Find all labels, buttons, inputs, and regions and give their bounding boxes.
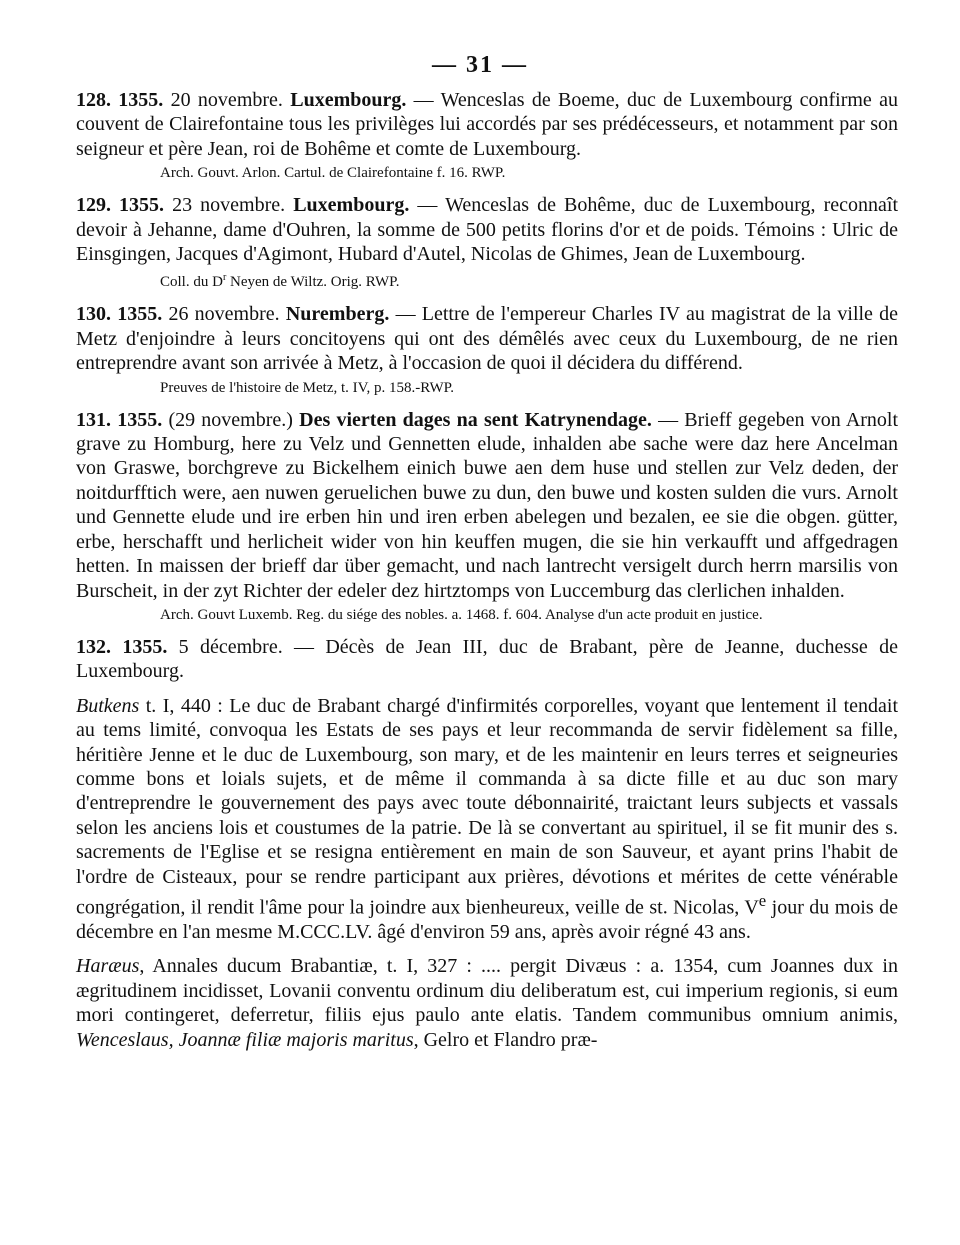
regest-entry-130 <box>76 302 898 375</box>
entry-source <box>76 268 898 292</box>
quote-author: Haræus <box>76 955 140 978</box>
quote-text: t. I, 440 : Le duc de Brabant chargé d'infirmités corporelles, voyant que lentement il tendait au tems limité, convoqua les Estats de ses pays et leur recommanda de servir fidèlement sa fille, héritière Jenne et le duc de Luxembourg, son mary, et de les maintenir en leurs terres et seigneuries comme bons et loials sujets, et de même il commanda à sa dicte fille et au duc son mary d'entreprendre le gouvernement des pays avec toute débonnairité, traictant leurs subjects et vassals selon les anciens lois et coustumes de la patrie. De là se convertant au spirituel, il se fit munir des s. sacrements de l'Eglise et se resigna entièrement en main de son Sauveur, et ayant prins l'habit de l'ordre de Cisteaux, pour se rendre participant aux prières, dévotions et mérites de cette vénérable congrégation, il rendit l'âme pour la joindre aux bienheureux, veille de st. Nicolas, V <box>76 694 898 919</box>
entry-number: 130. 1355. <box>76 303 163 326</box>
quote-italic-name: Wenceslaus, Joannæ filiæ majoris maritus <box>76 1028 414 1051</box>
entry-date: 23 novembre. <box>172 194 286 217</box>
entry-date: (29 novembre.) <box>168 408 293 431</box>
quote-superscript: e <box>758 890 767 910</box>
butkens-quotation <box>76 694 898 945</box>
regest-entry-128 <box>76 88 898 161</box>
entry-place: Luxembourg. <box>293 194 410 217</box>
entry-source: Preuves de l'histoire de Metz, t. IV, p. 158.-RWP. <box>160 379 455 396</box>
entry-date: 5 décembre. <box>178 635 283 658</box>
quote-text-end: , Gelro et Flandro præ- <box>413 1028 598 1051</box>
entry-number: 128. 1355. <box>76 89 164 111</box>
entry-number: 132. 1355. <box>76 635 168 658</box>
source-text: Coll. du D <box>160 274 223 291</box>
quote-author: Butkens <box>76 694 140 717</box>
source-superscript: r <box>222 272 227 284</box>
entry-source: Arch. Gouvt. Arlon. Cartul. de Clairefontaine f. 16. RWP. <box>160 165 506 182</box>
entry-text: — Wenceslas de Boeme, duc de Luxembourg confirme au couvent de Clairefontaine tous les privilèges lui accordés par ses prédécesseurs, et notamment par son seigneur et père Jean, roi de Bohême et comte de Luxembourg. <box>76 89 899 160</box>
entry-number: 129. 1355. <box>76 194 165 217</box>
entry-text: — Brieff gegeben von Arnolt grave zu Homburg, here zu Velz und Gennetten elude, inhalden abe sache were daz here Ancelman von Graswe, borchgreve zu Bickelhem einich buwe aen dem huse und stellen zur Velz deden, der noitdurfftich were, aen nuwen geruelichen buwe zu dun, den buwe und kosten sulden die vurs. Arnolt und Gennette elude und ire erben hin und iren erben abelegen und bezalen, ee sie die obgen. gütter, erbe, herschafft und herlicheit wider von hin keuffen mugen, die sie hin verkaufft und affgedragen hetten. In maissen der brieff dar über gemacht, und nach lantrecht versigelt durch herrn marsilis von Burscheit, in der zyt Richter der edeler dez hirtztomps von Luccemburg das clerlichen inhalden. <box>76 408 899 602</box>
entry-place: Nuremberg. <box>285 303 390 326</box>
entry-text: — Décès de Jean III, duc de Brabant, père de Jeanne, duchesse de Luxembourg. <box>76 635 898 683</box>
regest-entry-132 <box>76 635 898 684</box>
regest-entry-131 <box>76 408 898 603</box>
page-body <box>76 88 898 1052</box>
page-number: — 31 — <box>432 52 528 78</box>
quote-text: , Annales ducum Brabantiæ, t. I, 327 : .... pergit Divæus : a. 1354, cum Joannes dux in ægritudinem incidisset, Lovanii conventu ordinum diu deliberatum est, cui imperium regionis, si eum mori contingeret, deferretur, filiis ejus paulo ante elatis. Tandem communibus omnium animis, <box>76 955 898 1027</box>
source-text: Neyen de Wiltz. Orig. RWP. <box>226 274 400 291</box>
entry-number: 131. 1355. <box>76 408 163 431</box>
entry-date: 20 novembre. <box>170 89 283 111</box>
entry-text: — Lettre de l'empereur Charles IV au magistrat de la ville de Metz d'enjoindre à leurs concitoyens qui ont des démêlés avec ceux du Luxembourg, de ne rien entreprendre avant son arrivée à Metz, à l'occasion de quoi il décidera du différend. <box>76 303 899 375</box>
entry-date: 26 novembre. <box>168 303 280 326</box>
entry-place: Des vierten dages na sent Katrynendage. <box>299 408 652 431</box>
quote-text-end: jour du mois de décembre en l'an mesme M.CCC.LV. âgé d'environ 59 ans, après avoir régné 43 ans. <box>76 896 898 944</box>
entry-text: — Wenceslas de Bohême, duc de Luxembourg, reconnaît devoir à Jehanne, dame d'Ouhren, la somme de 500 petits florins d'or et de poids. Témoins : Ulric de Einsgingen, Jacques d'Agimont, Hubard d'Autel, Nicolas de Ghimes, Jean de Luxembourg. <box>76 194 898 266</box>
regest-entry-129 <box>76 193 898 266</box>
entry-place: Luxembourg. <box>290 89 407 111</box>
haraeus-quotation <box>76 954 898 1052</box>
entry-source: Arch. Gouvt Luxemb. Reg. du siége des nobles. a. 1468. f. 604. Analyse d'un acte produit en justice. <box>160 606 763 623</box>
